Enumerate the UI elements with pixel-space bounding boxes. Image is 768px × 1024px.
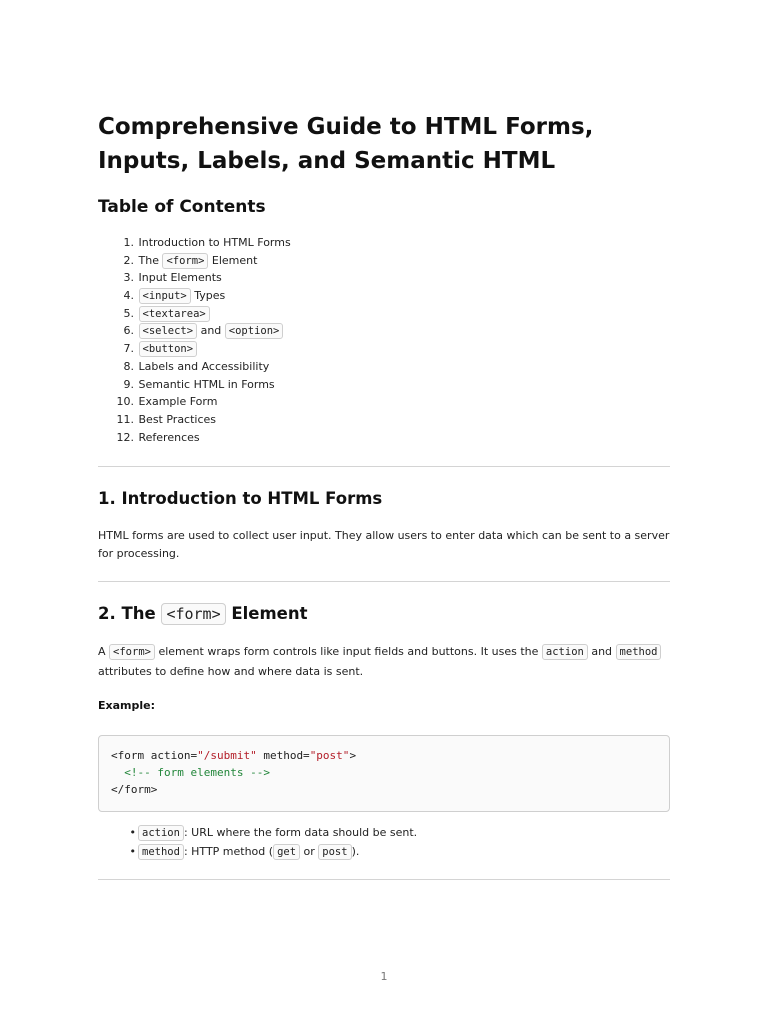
code-line: </form>	[111, 783, 158, 796]
section-divider	[98, 466, 670, 467]
table-of-contents	[98, 234, 291, 446]
toc-item[interactable]: 7. <button>	[98, 340, 291, 358]
inline-code: <textarea>	[139, 306, 210, 322]
toc-item[interactable]: 4. <input> Types	[123, 289, 226, 303]
inline-code: <button>	[139, 341, 198, 357]
toc-item[interactable]: 5. <textarea>	[98, 305, 291, 323]
inline-code: post	[318, 844, 351, 860]
intro-paragraph: HTML forms are used to collect user input. They allow users to enter data which can be sent to a server for processing.	[98, 529, 670, 560]
section-divider	[98, 581, 670, 582]
toc-item[interactable]: 3. Input Elements	[123, 271, 222, 285]
toc-item[interactable]: 6. <select> and <option>	[98, 322, 291, 340]
inline-code: <select>	[139, 323, 198, 339]
page-number: 1	[380, 970, 388, 983]
form-element-paragraph: A <form> element wraps form controls like input fields and buttons. It uses the action and method attributes to define how and where data is sent.	[98, 642, 670, 681]
toc-item[interactable]: 9. Semantic HTML in Forms	[123, 377, 275, 391]
section-divider	[98, 879, 670, 880]
section-heading-form-element: 2. The <form> Element	[98, 604, 308, 623]
attribute-list	[98, 823, 417, 861]
toc-item[interactable]: 12. References	[116, 430, 200, 444]
inline-code: <form>	[161, 603, 225, 625]
inline-code: <form>	[162, 253, 208, 269]
toc-heading: Table of Contents	[98, 197, 266, 217]
inline-code: get	[273, 844, 300, 860]
document-title: Comprehensive Guide to HTML Forms, Inputs, Labels, and Semantic HTML	[98, 114, 594, 174]
toc-item[interactable]: 2. The <form> Element	[123, 253, 258, 267]
inline-code: method	[138, 844, 184, 860]
inline-code: <form>	[109, 644, 155, 660]
inline-code: action	[542, 644, 588, 660]
inline-code: <input>	[139, 288, 191, 304]
code-line: <!-- form elements -->	[111, 766, 270, 779]
toc-item[interactable]: 11. Best Practices	[116, 412, 217, 426]
toc-item[interactable]: 1. Introduction to HTML Forms	[123, 236, 291, 249]
code-line: <form action="/submit" method="post">	[111, 749, 357, 762]
toc-item[interactable]: 8. Labels and Accessibility	[123, 359, 270, 373]
code-block	[98, 735, 670, 812]
inline-code: action	[138, 825, 184, 841]
inline-code: method	[616, 644, 662, 660]
example-label: Example:	[98, 699, 155, 712]
section-heading-introduction: 1. Introduction to HTML Forms	[98, 489, 383, 508]
inline-code: <option>	[225, 323, 284, 339]
list-item: • method : HTTP method ( get or post ).	[129, 845, 360, 858]
toc-item[interactable]: 10. Example Form	[116, 395, 218, 409]
list-item: • action : URL where the form data should be sent.	[129, 826, 418, 839]
